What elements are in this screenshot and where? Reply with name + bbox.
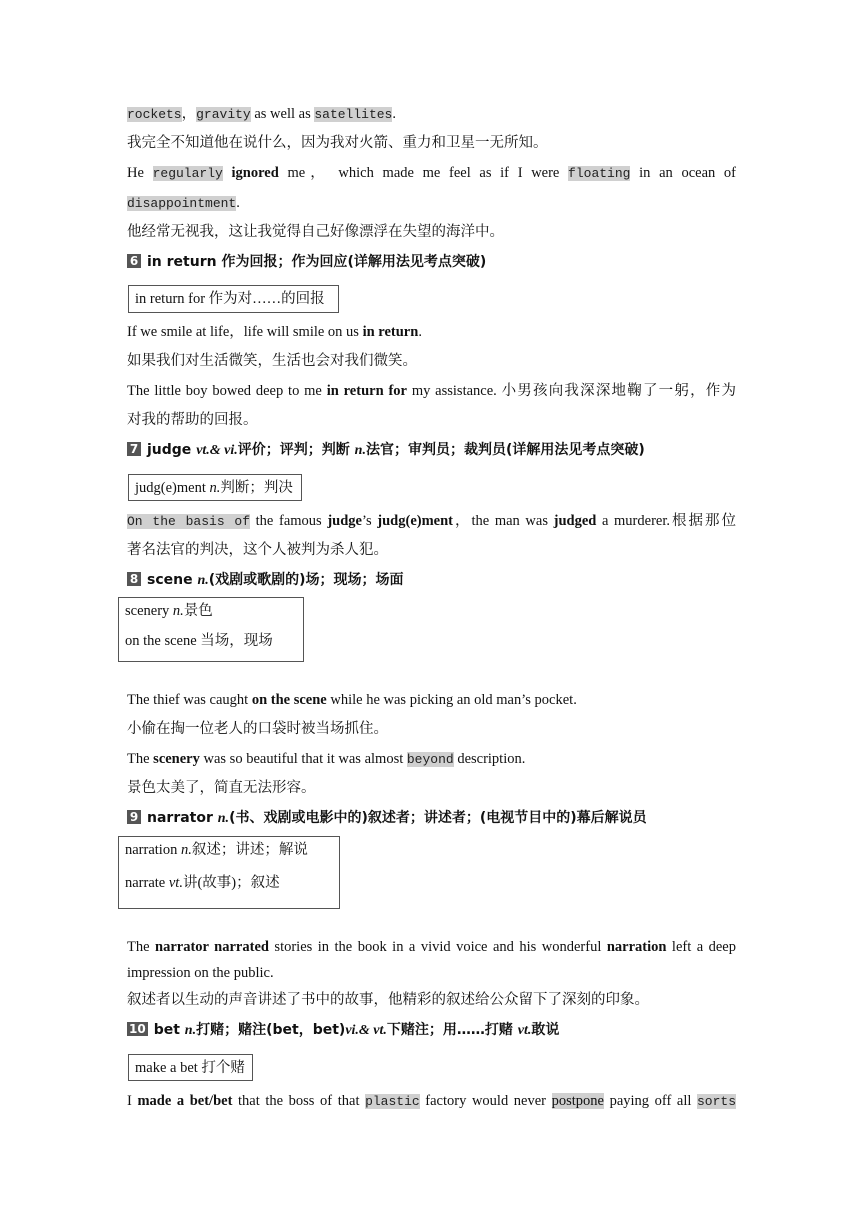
translation-line: 我完全不知道他在说什么，因为我对火箭、重力和卫星一无所知。 xyxy=(127,135,548,151)
highlighted-word: plastic xyxy=(365,1094,420,1109)
highlighted-word: gravity xyxy=(196,107,251,122)
example-line: The thief was caught on the scene while he was picking an old man’s pocket. xyxy=(127,692,577,708)
example-line: On the basis of the famous judge’s judg(e)ment，the man was judged a murderer.根据那位 xyxy=(127,513,737,529)
highlighted-word: sorts xyxy=(696,1094,736,1109)
highlighted-word: postpone xyxy=(551,1093,604,1109)
highlighted-word: regularly xyxy=(152,166,223,181)
vocab-box: narration n.叙述；讲述；解说 narrate vt.讲(故事)；叙述 xyxy=(118,836,340,909)
vocab-box: judg(e)ment n.判断；判决 xyxy=(128,474,302,501)
section-heading-10: 10 bet n.打赌；赌注(bet，bet)vi.& vt.下赌注；用……打赌 vt.敢说 xyxy=(129,1022,560,1038)
section-number: 10 xyxy=(129,1022,146,1036)
translation-line: 对我的帮助的回报。 xyxy=(127,412,258,428)
example-line: The little boy bowed deep to me in return for my assistance. 小男孩向我深深地鞠了一躬，作为 xyxy=(127,383,736,399)
translation-line: 叙述者以生动的声音讲述了书中的故事，他精彩的叙述给公众留下了深刻的印象。 xyxy=(127,992,649,1008)
translation-line: 他经常无视我，这让我觉得自己好像漂浮在失望的海洋中。 xyxy=(127,224,504,240)
section-heading-7: 7 judge vt.& vi.评价；评判；判断 n.法官；审判员；裁判员(详解用法见考点突破) xyxy=(127,440,645,461)
example-line: impression on the public. xyxy=(127,965,274,981)
section-number: 7 xyxy=(127,442,141,456)
vocab-box: in return for 作为对……的回报 xyxy=(128,285,339,313)
translation-line: 如果我们对生活微笑，生活也会对我们微笑。 xyxy=(127,353,417,369)
example-line: I made a bet/bet that the boss of that plastic factory would never postpone paying off all sorts xyxy=(127,1093,736,1109)
section-number: 8 xyxy=(127,572,141,586)
section-number: 6 xyxy=(127,254,141,268)
translation-line: 小偷在掏一位老人的口袋时被当场抓住。 xyxy=(127,721,388,737)
example-line: If we smile at life，life will smile on us in return. xyxy=(127,324,422,340)
highlighted-word: floating xyxy=(568,166,631,181)
translation-line: 景色太美了，简直无法形容。 xyxy=(127,780,316,796)
section-heading-6: 6 in return 作为回报；作为回应(详解用法见考点突破) xyxy=(127,252,486,272)
translation-line: 著名法官的判决，这个人被判为杀人犯。 xyxy=(127,542,388,558)
text-line: He regularly ignored me， which made me feel as if I were floating in an ocean of xyxy=(127,165,737,181)
example-line: The scenery was so beautiful that it was almost beyond description. xyxy=(127,751,526,767)
text-line: rockets，gravity as well as satellites. xyxy=(127,106,396,122)
section-number: 9 xyxy=(127,810,141,824)
highlighted-phrase: On the basis of xyxy=(127,514,251,529)
section-heading-8: 8 scene n.(戏剧或歌剧的)场；现场；场面 xyxy=(127,570,404,591)
section-heading-9: 9 narrator n.(书、戏剧或电影中的)叙述者；讲述者；(电视节目中的)幕后解说员 xyxy=(127,808,647,829)
highlighted-word: satellites xyxy=(314,107,393,122)
highlighted-word: rockets xyxy=(127,107,182,122)
example-line: The narrator narrated stories in the book in a vivid voice and his wonderful narration left a deep xyxy=(127,939,736,955)
vocab-box: make a bet 打个赌 xyxy=(128,1054,253,1081)
highlighted-word: beyond xyxy=(406,752,454,767)
text-line: disappointment. xyxy=(127,195,240,211)
highlighted-word: disappointment xyxy=(127,196,237,211)
vocab-box: scenery n.景色 on the scene 当场，现场 xyxy=(118,597,304,662)
